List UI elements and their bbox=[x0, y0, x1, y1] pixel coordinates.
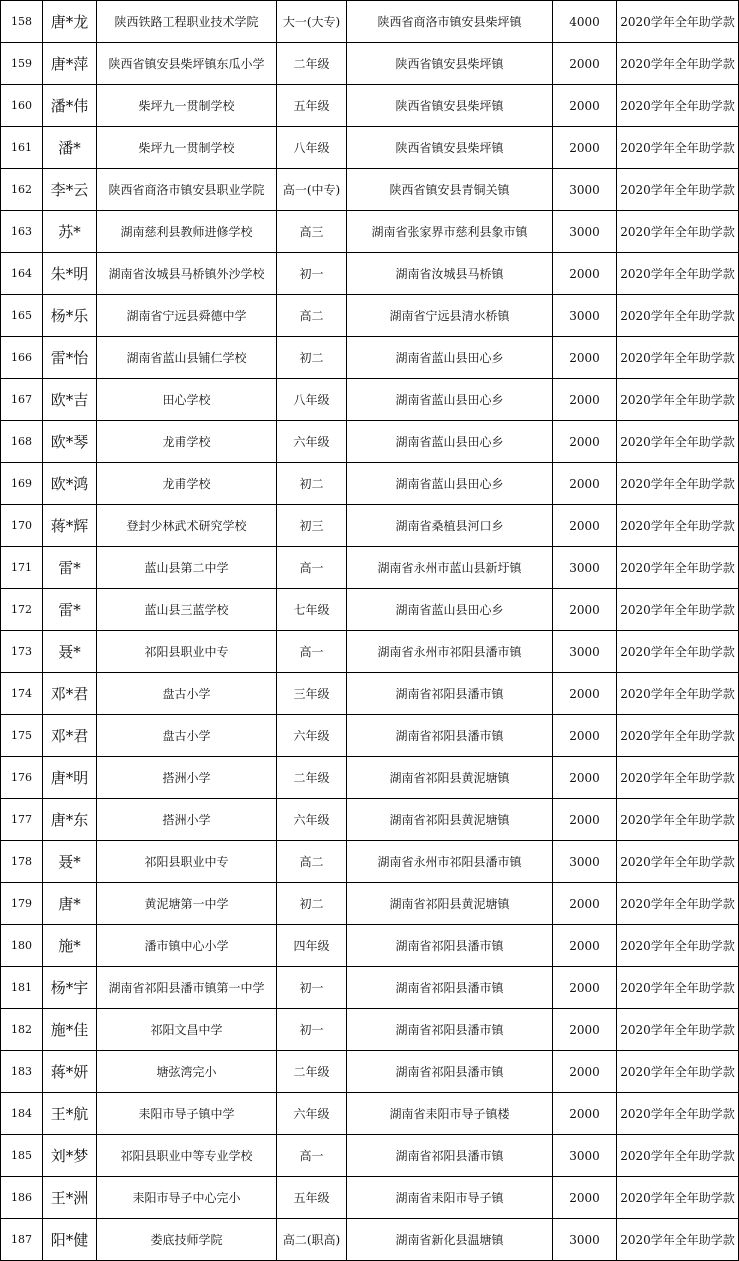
table-row bbox=[1, 589, 739, 631]
home-address: 湖南省耒阳市导子镇楼 bbox=[347, 1093, 553, 1135]
aid-amount: 2000 bbox=[553, 505, 617, 547]
home-address: 陕西省镇安县青铜关镇 bbox=[347, 169, 553, 211]
grade-level: 高二 bbox=[277, 841, 347, 883]
aid-amount: 2000 bbox=[553, 421, 617, 463]
school-name: 耒阳市导子中心完小 bbox=[97, 1177, 277, 1219]
home-address: 湖南省祁阳县潘市镇 bbox=[347, 1009, 553, 1051]
table-row bbox=[1, 337, 739, 379]
aid-amount: 3000 bbox=[553, 295, 617, 337]
school-name: 搭洲小学 bbox=[97, 799, 277, 841]
aid-amount: 2000 bbox=[553, 967, 617, 1009]
table-row bbox=[1, 1135, 739, 1177]
row-number: 185 bbox=[1, 1135, 43, 1177]
grade-level: 四年级 bbox=[277, 925, 347, 967]
aid-note: 2020学年全年助学款 bbox=[617, 1009, 739, 1051]
table-row bbox=[1, 1051, 739, 1093]
table-row bbox=[1, 211, 739, 253]
row-number: 166 bbox=[1, 337, 43, 379]
school-name: 盘古小学 bbox=[97, 673, 277, 715]
home-address: 湖南省蓝山县田心乡 bbox=[347, 421, 553, 463]
home-address: 湖南省祁阳县潘市镇 bbox=[347, 673, 553, 715]
aid-note: 2020学年全年助学款 bbox=[617, 967, 739, 1009]
aid-amount: 3000 bbox=[553, 547, 617, 589]
aid-note: 2020学年全年助学款 bbox=[617, 337, 739, 379]
home-address: 湖南省永州市祁阳县潘市镇 bbox=[347, 841, 553, 883]
grade-level: 二年级 bbox=[277, 43, 347, 85]
school-name: 柴坪九一贯制学校 bbox=[97, 85, 277, 127]
aid-amount: 2000 bbox=[553, 1051, 617, 1093]
aid-amount: 3000 bbox=[553, 1219, 617, 1261]
aid-amount: 3000 bbox=[553, 169, 617, 211]
student-name: 刘*梦 bbox=[43, 1135, 97, 1177]
student-name: 雷*怡 bbox=[43, 337, 97, 379]
aid-note: 2020学年全年助学款 bbox=[617, 379, 739, 421]
aid-amount: 3000 bbox=[553, 1135, 617, 1177]
school-name: 蓝山县第二中学 bbox=[97, 547, 277, 589]
school-name: 陕西铁路工程职业技术学院 bbox=[97, 1, 277, 43]
aid-note: 2020学年全年助学款 bbox=[617, 715, 739, 757]
school-name: 娄底技师学院 bbox=[97, 1219, 277, 1261]
grade-level: 大一(大专) bbox=[277, 1, 347, 43]
aid-amount: 2000 bbox=[553, 757, 617, 799]
aid-note: 2020学年全年助学款 bbox=[617, 1177, 739, 1219]
row-number: 182 bbox=[1, 1009, 43, 1051]
grade-level: 二年级 bbox=[277, 1051, 347, 1093]
school-name: 祁阳县职业中专 bbox=[97, 631, 277, 673]
home-address: 湖南省祁阳县潘市镇 bbox=[347, 1051, 553, 1093]
student-name: 唐*萍 bbox=[43, 43, 97, 85]
aid-note: 2020学年全年助学款 bbox=[617, 463, 739, 505]
aid-amount: 2000 bbox=[553, 253, 617, 295]
school-name: 盘古小学 bbox=[97, 715, 277, 757]
aid-amount: 2000 bbox=[553, 1177, 617, 1219]
table-row bbox=[1, 253, 739, 295]
home-address: 湖南省祁阳县潘市镇 bbox=[347, 925, 553, 967]
grade-level: 六年级 bbox=[277, 1093, 347, 1135]
student-name: 欧*琴 bbox=[43, 421, 97, 463]
aid-note: 2020学年全年助学款 bbox=[617, 421, 739, 463]
aid-note: 2020学年全年助学款 bbox=[617, 43, 739, 85]
table-row bbox=[1, 43, 739, 85]
school-name: 祁阳县职业中专 bbox=[97, 841, 277, 883]
grade-level: 高二 bbox=[277, 295, 347, 337]
home-address: 湖南省张家界市慈利县象市镇 bbox=[347, 211, 553, 253]
school-name: 龙甫学校 bbox=[97, 421, 277, 463]
school-name: 湖南省蓝山县铺仁学校 bbox=[97, 337, 277, 379]
aid-note: 2020学年全年助学款 bbox=[617, 799, 739, 841]
student-name: 朱*明 bbox=[43, 253, 97, 295]
table-row bbox=[1, 1093, 739, 1135]
table-row bbox=[1, 1009, 739, 1051]
row-number: 186 bbox=[1, 1177, 43, 1219]
student-name: 欧*吉 bbox=[43, 379, 97, 421]
aid-amount: 2000 bbox=[553, 337, 617, 379]
home-address: 湖南省祁阳县黄泥塘镇 bbox=[347, 883, 553, 925]
home-address: 湖南省宁远县清水桥镇 bbox=[347, 295, 553, 337]
grade-level: 二年级 bbox=[277, 757, 347, 799]
row-number: 183 bbox=[1, 1051, 43, 1093]
school-name: 黄泥塘第一中学 bbox=[97, 883, 277, 925]
aid-amount: 3000 bbox=[553, 841, 617, 883]
aid-note: 2020学年全年助学款 bbox=[617, 169, 739, 211]
aid-amount: 2000 bbox=[553, 1093, 617, 1135]
aid-amount: 2000 bbox=[553, 799, 617, 841]
row-number: 170 bbox=[1, 505, 43, 547]
table-row bbox=[1, 757, 739, 799]
aid-note: 2020学年全年助学款 bbox=[617, 631, 739, 673]
row-number: 178 bbox=[1, 841, 43, 883]
student-name: 王*洲 bbox=[43, 1177, 97, 1219]
aid-note: 2020学年全年助学款 bbox=[617, 1051, 739, 1093]
grade-level: 八年级 bbox=[277, 379, 347, 421]
home-address: 湖南省永州市蓝山县新圩镇 bbox=[347, 547, 553, 589]
student-name: 唐*东 bbox=[43, 799, 97, 841]
grade-level: 六年级 bbox=[277, 799, 347, 841]
grade-level: 初一 bbox=[277, 1009, 347, 1051]
aid-amount: 2000 bbox=[553, 43, 617, 85]
aid-amount: 2000 bbox=[553, 1009, 617, 1051]
grade-level: 初二 bbox=[277, 337, 347, 379]
school-name: 登封少林武术研究学校 bbox=[97, 505, 277, 547]
table-row bbox=[1, 967, 739, 1009]
aid-note: 2020学年全年助学款 bbox=[617, 883, 739, 925]
table-row bbox=[1, 799, 739, 841]
school-name: 潘市镇中心小学 bbox=[97, 925, 277, 967]
school-name: 搭洲小学 bbox=[97, 757, 277, 799]
school-name: 陕西省商洛市镇安县职业学院 bbox=[97, 169, 277, 211]
grade-level: 八年级 bbox=[277, 127, 347, 169]
student-name: 杨*宇 bbox=[43, 967, 97, 1009]
home-address: 陕西省镇安县柴坪镇 bbox=[347, 43, 553, 85]
aid-note: 2020学年全年助学款 bbox=[617, 841, 739, 883]
aid-note: 2020学年全年助学款 bbox=[617, 1093, 739, 1135]
grade-level: 初一 bbox=[277, 253, 347, 295]
aid-note: 2020学年全年助学款 bbox=[617, 505, 739, 547]
grade-level: 高一 bbox=[277, 631, 347, 673]
school-name: 祁阳县职业中等专业学校 bbox=[97, 1135, 277, 1177]
school-name: 湖南慈利县教师进修学校 bbox=[97, 211, 277, 253]
grade-level: 初二 bbox=[277, 883, 347, 925]
aid-amount: 2000 bbox=[553, 85, 617, 127]
aid-note: 2020学年全年助学款 bbox=[617, 1219, 739, 1261]
student-name: 潘*伟 bbox=[43, 85, 97, 127]
table-row bbox=[1, 169, 739, 211]
student-name: 唐*龙 bbox=[43, 1, 97, 43]
aid-amount: 2000 bbox=[553, 379, 617, 421]
table-row bbox=[1, 547, 739, 589]
aid-note: 2020学年全年助学款 bbox=[617, 1135, 739, 1177]
student-name: 雷* bbox=[43, 547, 97, 589]
home-address: 湖南省祁阳县黄泥塘镇 bbox=[347, 799, 553, 841]
student-name: 施* bbox=[43, 925, 97, 967]
home-address: 湖南省蓝山县田心乡 bbox=[347, 589, 553, 631]
aid-note: 2020学年全年助学款 bbox=[617, 589, 739, 631]
aid-note: 2020学年全年助学款 bbox=[617, 295, 739, 337]
table-row bbox=[1, 631, 739, 673]
student-name: 邓*君 bbox=[43, 673, 97, 715]
school-name: 柴坪九一贯制学校 bbox=[97, 127, 277, 169]
row-number: 176 bbox=[1, 757, 43, 799]
aid-note: 2020学年全年助学款 bbox=[617, 253, 739, 295]
school-name: 塘弦湾完小 bbox=[97, 1051, 277, 1093]
row-number: 164 bbox=[1, 253, 43, 295]
grade-level: 六年级 bbox=[277, 715, 347, 757]
row-number: 169 bbox=[1, 463, 43, 505]
row-number: 184 bbox=[1, 1093, 43, 1135]
row-number: 172 bbox=[1, 589, 43, 631]
table-row bbox=[1, 463, 739, 505]
home-address: 陕西省镇安县柴坪镇 bbox=[347, 127, 553, 169]
row-number: 160 bbox=[1, 85, 43, 127]
grade-level: 初一 bbox=[277, 967, 347, 1009]
school-name: 蓝山县三蓝学校 bbox=[97, 589, 277, 631]
row-number: 162 bbox=[1, 169, 43, 211]
school-name: 湖南省汝城县马桥镇外沙学校 bbox=[97, 253, 277, 295]
home-address: 湖南省新化县温塘镇 bbox=[347, 1219, 553, 1261]
student-name: 王*航 bbox=[43, 1093, 97, 1135]
row-number: 167 bbox=[1, 379, 43, 421]
grade-level: 高三 bbox=[277, 211, 347, 253]
table-row bbox=[1, 295, 739, 337]
row-number: 180 bbox=[1, 925, 43, 967]
home-address: 湖南省祁阳县黄泥塘镇 bbox=[347, 757, 553, 799]
student-name: 雷* bbox=[43, 589, 97, 631]
school-name: 湖南省祁阳县潘市镇第一中学 bbox=[97, 967, 277, 1009]
home-address: 陕西省商洛市镇安县柴坪镇 bbox=[347, 1, 553, 43]
student-name: 欧*鸿 bbox=[43, 463, 97, 505]
aid-note: 2020学年全年助学款 bbox=[617, 757, 739, 799]
table-body bbox=[1, 1, 739, 1261]
table-row bbox=[1, 841, 739, 883]
grade-level: 高一 bbox=[277, 1135, 347, 1177]
aid-amount: 3000 bbox=[553, 631, 617, 673]
aid-note: 2020学年全年助学款 bbox=[617, 1, 739, 43]
table-row bbox=[1, 379, 739, 421]
aid-amount: 2000 bbox=[553, 673, 617, 715]
row-number: 174 bbox=[1, 673, 43, 715]
school-name: 陕西省镇安县柴坪镇东瓜小学 bbox=[97, 43, 277, 85]
row-number: 173 bbox=[1, 631, 43, 673]
table-row bbox=[1, 85, 739, 127]
aid-amount: 4000 bbox=[553, 1, 617, 43]
student-name: 潘* bbox=[43, 127, 97, 169]
row-number: 158 bbox=[1, 1, 43, 43]
aid-note: 2020学年全年助学款 bbox=[617, 85, 739, 127]
row-number: 175 bbox=[1, 715, 43, 757]
table-row bbox=[1, 421, 739, 463]
home-address: 湖南省蓝山县田心乡 bbox=[347, 379, 553, 421]
aid-note: 2020学年全年助学款 bbox=[617, 925, 739, 967]
home-address: 湖南省祁阳县潘市镇 bbox=[347, 1135, 553, 1177]
aid-amount: 2000 bbox=[553, 715, 617, 757]
grade-level: 高二(职高) bbox=[277, 1219, 347, 1261]
table-row bbox=[1, 925, 739, 967]
aid-note: 2020学年全年助学款 bbox=[617, 673, 739, 715]
grade-level: 六年级 bbox=[277, 421, 347, 463]
grade-level: 高一 bbox=[277, 547, 347, 589]
row-number: 165 bbox=[1, 295, 43, 337]
grade-level: 初二 bbox=[277, 463, 347, 505]
home-address: 湖南省永州市祁阳县潘市镇 bbox=[347, 631, 553, 673]
home-address: 陕西省镇安县柴坪镇 bbox=[347, 85, 553, 127]
home-address: 湖南省祁阳县潘市镇 bbox=[347, 715, 553, 757]
student-name: 李*云 bbox=[43, 169, 97, 211]
aid-note: 2020学年全年助学款 bbox=[617, 211, 739, 253]
school-name: 龙甫学校 bbox=[97, 463, 277, 505]
aid-amount: 3000 bbox=[553, 211, 617, 253]
row-number: 161 bbox=[1, 127, 43, 169]
table-row bbox=[1, 883, 739, 925]
aid-amount: 2000 bbox=[553, 589, 617, 631]
student-name: 阳*健 bbox=[43, 1219, 97, 1261]
home-address: 湖南省蓝山县田心乡 bbox=[347, 463, 553, 505]
school-name: 祁阳文昌中学 bbox=[97, 1009, 277, 1051]
row-number: 179 bbox=[1, 883, 43, 925]
school-name: 湖南省宁远县舜德中学 bbox=[97, 295, 277, 337]
grade-level: 初三 bbox=[277, 505, 347, 547]
table-row bbox=[1, 505, 739, 547]
table-row bbox=[1, 1219, 739, 1261]
grade-level: 七年级 bbox=[277, 589, 347, 631]
school-name: 田心学校 bbox=[97, 379, 277, 421]
student-name: 聂* bbox=[43, 631, 97, 673]
home-address: 湖南省汝城县马桥镇 bbox=[347, 253, 553, 295]
student-name: 苏* bbox=[43, 211, 97, 253]
grade-level: 五年级 bbox=[277, 1177, 347, 1219]
row-number: 187 bbox=[1, 1219, 43, 1261]
grade-level: 五年级 bbox=[277, 85, 347, 127]
aid-amount: 2000 bbox=[553, 925, 617, 967]
aid-amount: 2000 bbox=[553, 127, 617, 169]
row-number: 168 bbox=[1, 421, 43, 463]
student-name: 蒋*辉 bbox=[43, 505, 97, 547]
row-number: 171 bbox=[1, 547, 43, 589]
home-address: 湖南省蓝山县田心乡 bbox=[347, 337, 553, 379]
table-row bbox=[1, 127, 739, 169]
aid-amount: 2000 bbox=[553, 883, 617, 925]
grade-level: 高一(中专) bbox=[277, 169, 347, 211]
row-number: 181 bbox=[1, 967, 43, 1009]
row-number: 163 bbox=[1, 211, 43, 253]
school-name: 耒阳市导子镇中学 bbox=[97, 1093, 277, 1135]
table-row bbox=[1, 673, 739, 715]
student-name: 邓*君 bbox=[43, 715, 97, 757]
table-row bbox=[1, 1, 739, 43]
table-row bbox=[1, 1177, 739, 1219]
home-address: 湖南省耒阳市导子镇 bbox=[347, 1177, 553, 1219]
aid-note: 2020学年全年助学款 bbox=[617, 127, 739, 169]
student-name: 蒋*妍 bbox=[43, 1051, 97, 1093]
row-number: 177 bbox=[1, 799, 43, 841]
student-name: 唐* bbox=[43, 883, 97, 925]
student-name: 施*佳 bbox=[43, 1009, 97, 1051]
student-name: 唐*明 bbox=[43, 757, 97, 799]
table-row bbox=[1, 715, 739, 757]
student-name: 聂* bbox=[43, 841, 97, 883]
aid-note: 2020学年全年助学款 bbox=[617, 547, 739, 589]
home-address: 湖南省祁阳县潘市镇 bbox=[347, 967, 553, 1009]
grade-level: 三年级 bbox=[277, 673, 347, 715]
student-name: 杨*乐 bbox=[43, 295, 97, 337]
row-number: 159 bbox=[1, 43, 43, 85]
aid-amount: 2000 bbox=[553, 463, 617, 505]
home-address: 湖南省桑植县河口乡 bbox=[347, 505, 553, 547]
